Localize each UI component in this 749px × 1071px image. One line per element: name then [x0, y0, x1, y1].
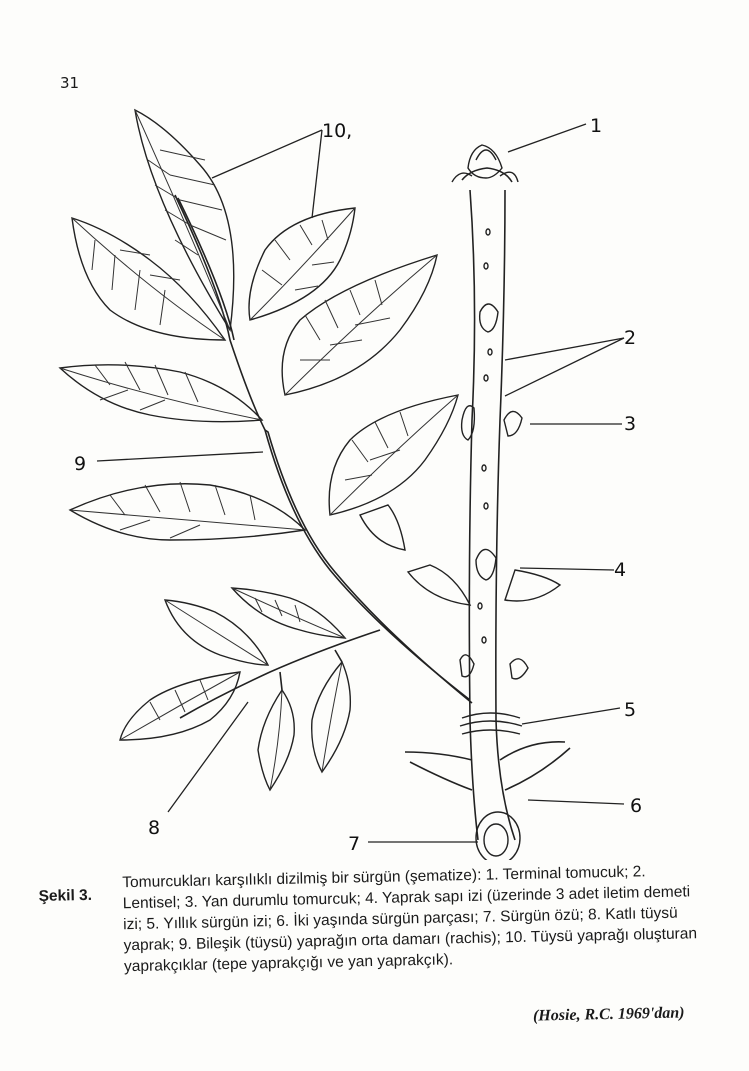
figure-caption — [38, 854, 700, 979]
leaflet-branch-bottom — [258, 690, 294, 790]
label-4: 4 — [614, 559, 627, 581]
citation: (Hosie, R.C. 1969'dan) — [533, 1004, 686, 1025]
leaflet-left-middle — [60, 365, 262, 422]
two-year-branch — [405, 752, 472, 760]
annual-shoot-scar — [460, 713, 522, 734]
lateral-bud-1 — [480, 304, 498, 332]
leaflet-right-large — [282, 255, 437, 395]
leaf-near-node-4 — [408, 565, 470, 605]
rachis — [175, 195, 470, 700]
page-number: 31 — [60, 74, 80, 92]
caption-label: Şekil 3. — [38, 886, 93, 905]
leaflet-upper-right — [249, 208, 355, 320]
caption-text: Tomurcukları karşılıklı dizilmiş bir sürgün (şematize): 1. Terminal tomucuk; 2. Lentisel; 3. Yan durumlu tomurcuk; 4. Yaprak sapı izi (üzerinde 3 adet iletim demeti izi; 5. Yıllık sürgün izi; 6. İki yaşında sürgün parçası; 7. Sürgün özü; 8. Katlı tüysü yaprak; 9. Bileşik (tüysü) yaprağın orta damarı (rachis); 10. Tüysü yaprağı oluşturan yaprakçıklar (tepe yaprakçığı ve yan yaprakçık). — [122, 863, 698, 976]
label-5: 5 — [624, 699, 637, 721]
leaflet-small-folded — [360, 505, 405, 550]
label-2: 2 — [624, 327, 637, 349]
label-10: 10, — [322, 120, 353, 142]
label-3: 3 — [624, 413, 637, 435]
lateral-bud-3 — [504, 411, 522, 436]
label-8: 8 — [148, 817, 161, 839]
leaflet-upper-left — [72, 218, 225, 340]
label-7: 7 — [348, 833, 361, 855]
label-6: 6 — [630, 795, 643, 817]
lenticels — [478, 229, 492, 643]
label-1: 1 — [590, 115, 603, 137]
lateral-bud-6 — [510, 659, 528, 679]
lateral-bud-4 — [476, 549, 496, 580]
twig — [469, 190, 478, 840]
lateral-bud-5 — [460, 655, 474, 677]
label-9: 9 — [74, 453, 87, 475]
leaflet-lower-left — [70, 484, 305, 540]
